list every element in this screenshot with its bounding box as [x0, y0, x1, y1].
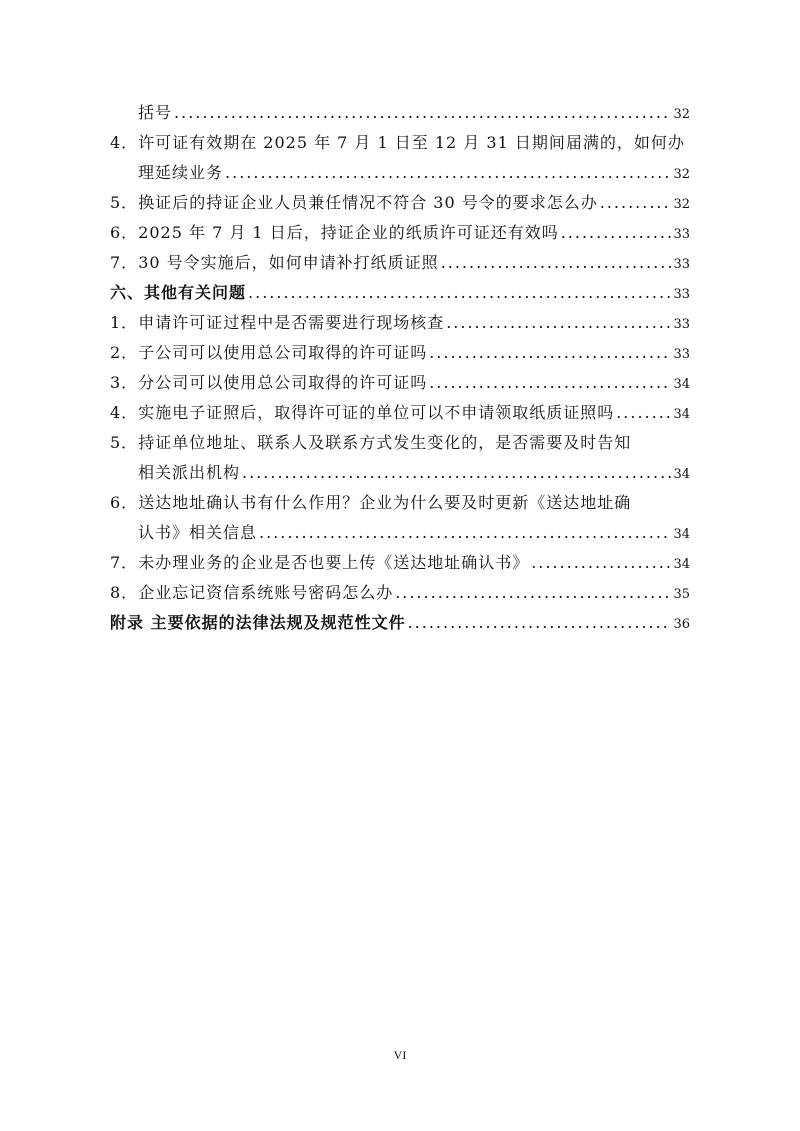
- toc-entry-number: 5．: [110, 193, 139, 212]
- table-of-contents: [110, 98, 690, 638]
- toc-entry-page: 34: [673, 407, 690, 422]
- toc-leader-dots: [446, 308, 671, 338]
- toc-leader-dots: [531, 548, 671, 578]
- toc-leader-dots: [242, 458, 671, 488]
- toc-entry-continuation[interactable]: [110, 458, 690, 488]
- toc-entry-continuation[interactable]: [110, 518, 690, 548]
- toc-entry-number: 2．: [110, 343, 139, 362]
- toc-entry-title: 送达地址确认书有什么作用？企业为什么要及时更新《送达地址确: [138, 493, 632, 512]
- toc-entry[interactable]: [110, 128, 690, 158]
- toc-entry-page: 34: [673, 377, 690, 392]
- toc-entry-continuation[interactable]: [110, 158, 690, 188]
- toc-entry-title-line2: 理延续业务: [138, 163, 224, 182]
- toc-entry-number: 3．: [110, 373, 139, 392]
- toc-entry-title: 申请许可证过程中是否需要进行现场核查: [138, 313, 445, 332]
- toc-entry-title: 未办理业务的企业是否也要上传《送达地址确认书》: [138, 553, 530, 572]
- toc-leader-dots: [408, 608, 672, 638]
- toc-entry-page: 32: [673, 197, 690, 212]
- toc-entry-page: 34: [673, 467, 690, 482]
- toc-appendix-title: 附录 主要依据的法律法规及规范性文件: [110, 613, 406, 632]
- toc-entry-page: 34: [673, 527, 690, 542]
- toc-entry-title: 子公司可以使用总公司取得的许可证吗: [138, 343, 428, 362]
- toc-leader-dots: [429, 338, 671, 368]
- toc-entry-page: 33: [673, 317, 690, 332]
- toc-entry-number: 8．: [110, 583, 139, 602]
- toc-appendix-heading[interactable]: [110, 608, 690, 638]
- page-number: VI: [393, 1048, 407, 1062]
- toc-entry[interactable]: [110, 338, 690, 368]
- toc-leader-dots: [600, 188, 672, 218]
- toc-entry[interactable]: [110, 578, 690, 608]
- toc-entry-title: 许可证有效期在 2025 年 7 月 1 日至 12 月 31 日期间届满的，如何办: [138, 133, 685, 152]
- toc-leader-dots: [429, 368, 671, 398]
- toc-entry-page: 33: [673, 257, 690, 272]
- toc-leader-dots: [174, 98, 671, 128]
- toc-entry-title: 30 号令实施后，如何申请补打纸质证照: [138, 253, 439, 272]
- toc-entry[interactable]: [110, 368, 690, 398]
- toc-entry[interactable]: [110, 308, 690, 338]
- toc-section-title: 六、其他有关问题: [110, 283, 247, 302]
- toc-entry-number: 6．: [110, 493, 139, 512]
- toc-entry[interactable]: [110, 428, 690, 458]
- toc-entry-number: 1．: [110, 313, 139, 332]
- toc-entry-page: 33: [673, 347, 690, 362]
- toc-entry-number: 7．: [110, 553, 139, 572]
- toc-entry-title: 分公司可以使用总公司取得的许可证吗: [138, 373, 428, 392]
- toc-leader-dots: [259, 518, 671, 548]
- toc-entry-title: 企业忘记资信系统账号密码怎么办: [138, 583, 394, 602]
- toc-entry-title-line2: 认书》相关信息: [138, 523, 258, 542]
- toc-entry-page: 32: [673, 107, 690, 122]
- toc-entry-title-line2: 相关派出机构: [138, 463, 241, 482]
- toc-entry-title: 持证单位地址、联系人及联系方式发生变化的，是否需要及时告知: [138, 433, 632, 452]
- toc-entry-title: 2025 年 7 月 1 日后，持证企业的纸质许可证还有效吗: [138, 223, 559, 242]
- toc-entry-title: 实施电子证照后，取得许可证的单位可以不申请领取纸质证照吗: [138, 403, 615, 422]
- toc-entry-continuation[interactable]: [110, 98, 690, 128]
- toc-entry-page: 34: [673, 557, 690, 572]
- toc-entry[interactable]: [110, 398, 690, 428]
- toc-entry-number: 5．: [110, 433, 139, 452]
- toc-leader-dots: [395, 578, 671, 608]
- toc-entry-page: 33: [673, 227, 690, 242]
- toc-section-heading[interactable]: [110, 278, 690, 308]
- toc-entry-page: 36: [673, 617, 690, 632]
- toc-entry-title: 换证后的持证企业人员兼任情况不符合 30 号令的要求怎么办: [138, 193, 598, 212]
- toc-entry-page: 35: [673, 587, 690, 602]
- toc-entry-number: 4．: [110, 403, 139, 422]
- toc-entry[interactable]: [110, 248, 690, 278]
- toc-entry-number: 7．: [110, 253, 139, 272]
- toc-leader-dots: [616, 398, 671, 428]
- toc-entry[interactable]: [110, 188, 690, 218]
- toc-entry-page: 32: [673, 167, 690, 182]
- toc-entry-number: 4．: [110, 133, 139, 152]
- toc-entry-number: 6．: [110, 223, 139, 242]
- toc-leader-dots: [441, 248, 672, 278]
- toc-entry[interactable]: [110, 218, 690, 248]
- toc-entry-page: 33: [673, 287, 690, 302]
- toc-leader-dots: [248, 278, 671, 308]
- toc-leader-dots: [561, 218, 672, 248]
- toc-leader-dots: [225, 158, 671, 188]
- toc-entry-title: 括号: [138, 103, 173, 122]
- toc-entry[interactable]: [110, 488, 690, 518]
- toc-entry[interactable]: [110, 548, 690, 578]
